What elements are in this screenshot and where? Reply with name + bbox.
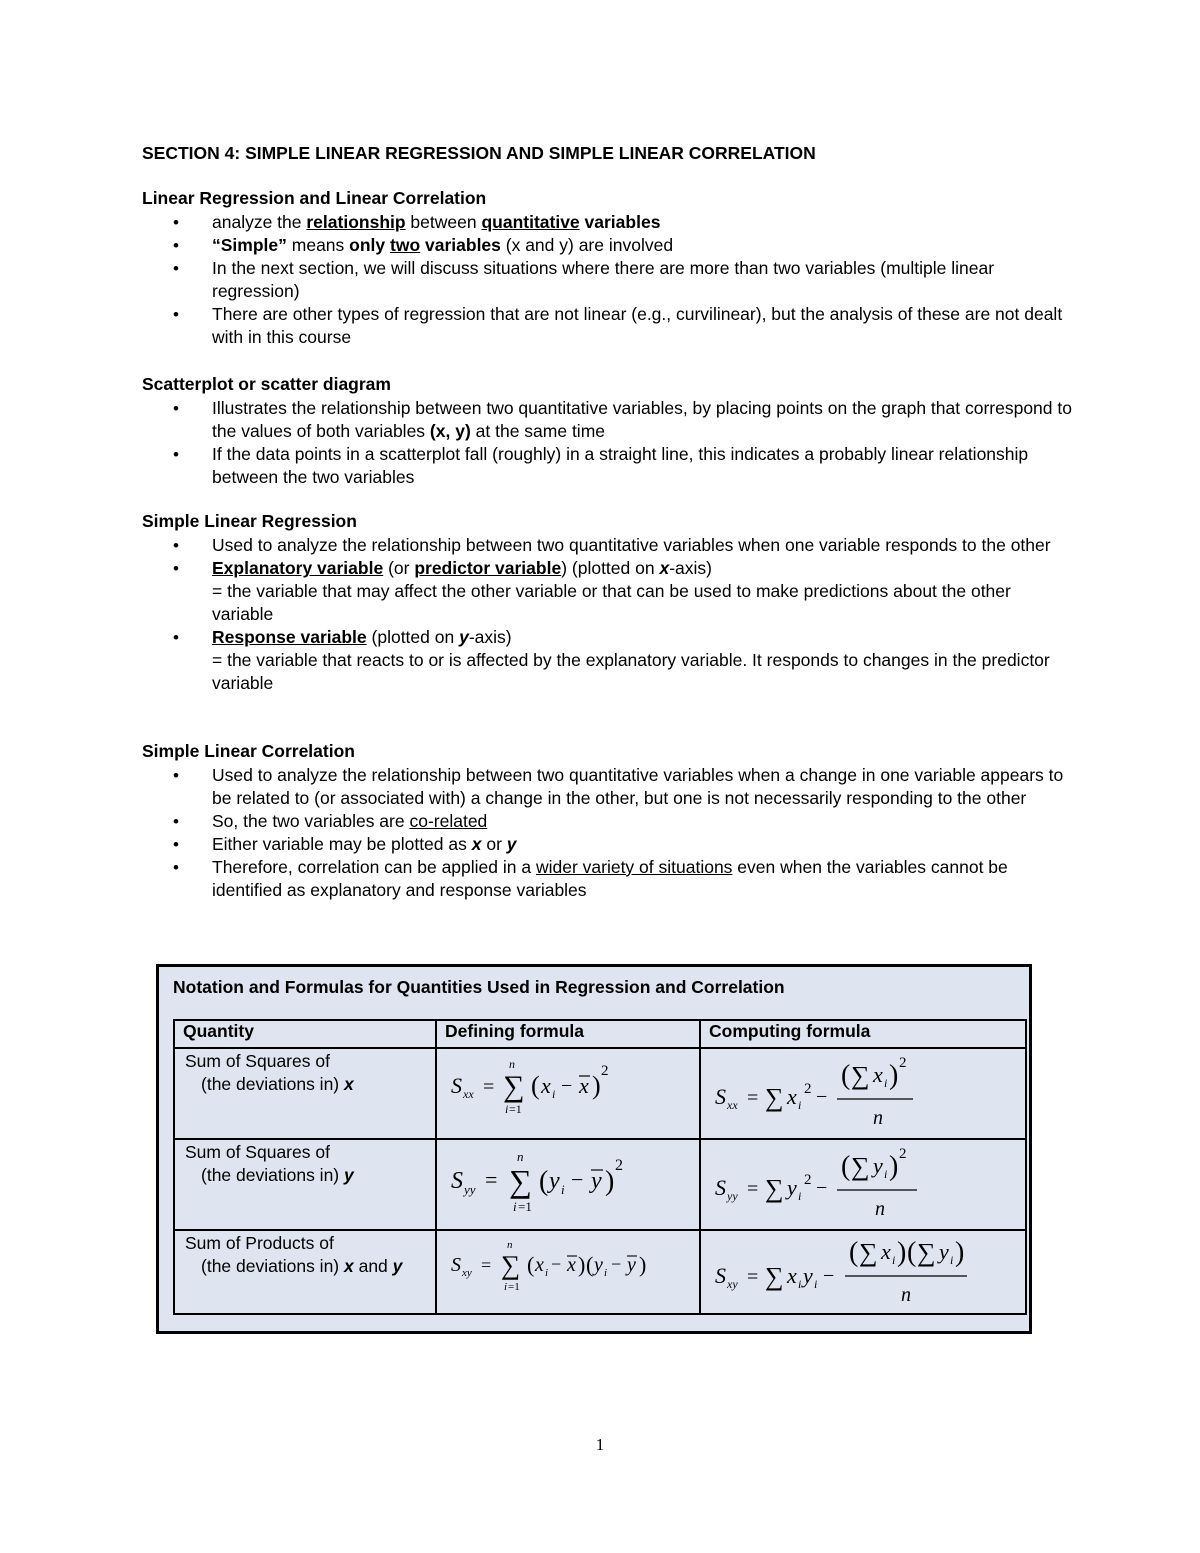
svg-text:S: S bbox=[451, 1254, 461, 1276]
list-item: • If the data points in a scatterplot fall (roughly) in a straight line, this indicates a probably linear relationship between the two variables bbox=[142, 443, 1072, 489]
svg-text:∑: ∑ bbox=[765, 1262, 784, 1291]
svg-text:): ) bbox=[889, 1151, 899, 1182]
svg-text:i: i bbox=[561, 1182, 565, 1197]
svg-text:n: n bbox=[507, 1239, 513, 1251]
svg-text:i: i bbox=[884, 1076, 888, 1090]
svg-text:): ) bbox=[639, 1252, 647, 1277]
svg-text:i: i bbox=[513, 1199, 517, 1214]
quantity-cell: Sum of Squares of (the deviations in) x bbox=[174, 1048, 436, 1139]
svg-text:): ) bbox=[605, 1166, 615, 1197]
list-item: • Illustrates the relationship between two quantitative variables, by placing points on the graph that correspond to the values of both variables (x, y) at the same time bbox=[142, 397, 1072, 443]
svg-text:y: y bbox=[591, 1168, 602, 1194]
svg-text:∑: ∑ bbox=[851, 1152, 870, 1181]
formula-sxy-computing bbox=[701, 1231, 1025, 1313]
svg-text:xy: xy bbox=[462, 1267, 472, 1279]
svg-text:x: x bbox=[541, 1073, 551, 1098]
formula-box bbox=[156, 964, 1032, 1334]
column-header-computing-formula: Computing formula bbox=[700, 1020, 1026, 1048]
svg-text:(: ( bbox=[527, 1252, 535, 1277]
svg-text:(: ( bbox=[841, 1151, 851, 1182]
svg-text:S: S bbox=[451, 1168, 463, 1194]
svg-text:S: S bbox=[715, 1175, 726, 1200]
formula-syy-defining bbox=[437, 1140, 699, 1229]
svg-text:x: x bbox=[881, 1239, 891, 1264]
svg-text:=: = bbox=[747, 1266, 759, 1288]
svg-text:x: x bbox=[787, 1084, 797, 1109]
svg-text:): ) bbox=[592, 1071, 601, 1100]
svg-text:i: i bbox=[798, 1189, 802, 1203]
svg-text:y: y bbox=[549, 1168, 560, 1194]
formula-table bbox=[173, 1019, 1027, 1315]
svg-text:∑: ∑ bbox=[765, 1083, 784, 1112]
defining-formula-sxy bbox=[436, 1230, 700, 1314]
svg-text:i: i bbox=[814, 1277, 818, 1291]
quantity-cell: Sum of Squares of (the deviations in) y bbox=[174, 1139, 436, 1230]
svg-text:∑: ∑ bbox=[765, 1174, 784, 1203]
formula-syy-computing bbox=[701, 1140, 1025, 1229]
list-item: • “Simple” means only two variables (x and y) are involved bbox=[142, 234, 1072, 257]
svg-text:=: = bbox=[483, 1076, 495, 1098]
svg-text:yy: yy bbox=[464, 1182, 476, 1197]
svg-text:y: y bbox=[787, 1175, 797, 1200]
svg-text:(: ( bbox=[849, 1237, 859, 1268]
svg-text:(: ( bbox=[841, 1060, 851, 1091]
column-header-quantity: Quantity bbox=[174, 1020, 436, 1048]
svg-text:y: y bbox=[803, 1263, 813, 1288]
column-header-defining-formula: Defining formula bbox=[436, 1020, 700, 1048]
svg-text:x: x bbox=[873, 1062, 883, 1087]
list-item: • There are other types of regression that are not linear (e.g., curvilinear), but the analysis of these are not dealt with in this course bbox=[142, 303, 1072, 349]
svg-text:xx: xx bbox=[463, 1087, 474, 1101]
svg-text:S: S bbox=[715, 1263, 726, 1288]
svg-text:=1: =1 bbox=[518, 1199, 532, 1214]
svg-text:x: x bbox=[567, 1254, 576, 1276]
svg-text:i: i bbox=[884, 1167, 888, 1181]
formula-sxy-defining bbox=[437, 1231, 699, 1313]
svg-text:i: i bbox=[505, 1102, 509, 1116]
svg-text:(: ( bbox=[586, 1252, 594, 1277]
svg-text:i: i bbox=[798, 1098, 802, 1112]
computing-formula-syy bbox=[700, 1139, 1026, 1230]
svg-text:=: = bbox=[747, 1178, 759, 1200]
svg-text:y: y bbox=[939, 1239, 949, 1264]
svg-text:∑: ∑ bbox=[851, 1061, 870, 1090]
heading-linear-regression-correlation: Linear Regression and Linear Correlation bbox=[142, 188, 487, 208]
heading-simple-linear-regression: Simple Linear Regression bbox=[142, 511, 357, 531]
table-row bbox=[174, 1139, 1026, 1230]
svg-text:−: − bbox=[816, 1086, 828, 1108]
svg-text:i: i bbox=[604, 1267, 608, 1279]
formula-sxx-defining bbox=[437, 1049, 699, 1138]
svg-text:=: = bbox=[747, 1087, 759, 1109]
svg-text:n: n bbox=[901, 1284, 911, 1306]
svg-text:xy: xy bbox=[727, 1277, 738, 1291]
svg-text:−: − bbox=[816, 1177, 828, 1199]
svg-text:n: n bbox=[875, 1198, 885, 1220]
svg-text:i: i bbox=[892, 1253, 896, 1267]
svg-text:∑: ∑ bbox=[501, 1250, 521, 1280]
svg-text:y: y bbox=[873, 1153, 883, 1178]
list-item: • Response variable (plotted on y-axis) = the variable that reacts to or is affected by the explanatory variable. It responds to changes in the predictor variable bbox=[142, 626, 1072, 695]
svg-text:−: − bbox=[611, 1254, 622, 1274]
svg-text:=: = bbox=[485, 1167, 498, 1192]
list-item: • Either variable may be plotted as x or y bbox=[142, 833, 1072, 856]
formula-box-title: Notation and Formulas for Quantities Used in Regression and Correlation bbox=[173, 977, 785, 997]
list-item: • Used to analyze the relationship between two quantitative variables when one variable responds to the other bbox=[142, 534, 1072, 557]
svg-text:): ) bbox=[955, 1237, 965, 1268]
list-linear-regression-correlation bbox=[142, 211, 1072, 349]
page-number: 1 bbox=[595, 1435, 605, 1454]
svg-text:−: − bbox=[823, 1265, 835, 1287]
table-row bbox=[174, 1048, 1026, 1139]
svg-text:∑: ∑ bbox=[503, 1070, 525, 1103]
list-item: • Used to analyze the relationship between two quantitative variables when a change in one variable appears to be related to (or associated with) a change in the other, but one is not necessarily responding to the other bbox=[142, 764, 1072, 810]
svg-text:i: i bbox=[950, 1253, 954, 1267]
svg-text:n: n bbox=[509, 1057, 515, 1071]
list-simple-linear-regression bbox=[142, 534, 1072, 695]
svg-text:−: − bbox=[571, 1167, 584, 1192]
svg-text:2: 2 bbox=[804, 1172, 812, 1188]
list-simple-linear-correlation bbox=[142, 764, 1072, 902]
svg-text:S: S bbox=[715, 1084, 726, 1109]
computing-formula-sxy bbox=[700, 1230, 1026, 1314]
svg-text:=1: =1 bbox=[509, 1102, 522, 1116]
svg-text:∑: ∑ bbox=[859, 1238, 878, 1267]
svg-text:x: x bbox=[787, 1263, 797, 1288]
list-item: • In the next section, we will discuss situations where there are more than two variables (multiple linear regression) bbox=[142, 257, 1072, 303]
svg-text:i: i bbox=[545, 1267, 549, 1279]
list-scatterplot bbox=[142, 397, 1072, 489]
svg-text:y: y bbox=[627, 1254, 636, 1276]
list-item: • analyze the relationship between quantitative variables bbox=[142, 211, 1072, 234]
svg-text:xx: xx bbox=[727, 1098, 738, 1112]
svg-text:): ) bbox=[889, 1060, 899, 1091]
svg-text:i: i bbox=[552, 1087, 556, 1101]
svg-text:i: i bbox=[798, 1277, 802, 1291]
heading-scatterplot: Scatterplot or scatter diagram bbox=[142, 374, 391, 394]
svg-text:(: ( bbox=[539, 1166, 549, 1197]
list-item: • Explanatory variable (or predictor variable) (plotted on x-axis) = the variable that may affect the other variable or that can be used to make predictions about the other variable bbox=[142, 557, 1072, 626]
svg-text:yy: yy bbox=[727, 1189, 738, 1203]
svg-text:−: − bbox=[561, 1075, 573, 1097]
svg-text:2: 2 bbox=[601, 1063, 609, 1079]
svg-text:): ) bbox=[578, 1252, 586, 1277]
svg-text:−: − bbox=[551, 1254, 562, 1274]
svg-text:x: x bbox=[579, 1073, 589, 1098]
svg-text:x: x bbox=[535, 1254, 544, 1276]
svg-text:y: y bbox=[594, 1254, 603, 1276]
defining-formula-syy bbox=[436, 1139, 700, 1230]
svg-text:∑: ∑ bbox=[509, 1163, 532, 1199]
svg-text:2: 2 bbox=[899, 1055, 907, 1071]
defining-formula-sxx bbox=[436, 1048, 700, 1139]
quantity-cell: Sum of Products of (the deviations in) x and y bbox=[174, 1230, 436, 1314]
section-title: SECTION 4: SIMPLE LINEAR REGRESSION AND SIMPLE LINEAR CORRELATION bbox=[142, 143, 816, 163]
svg-text:=1: =1 bbox=[508, 1281, 520, 1293]
svg-text:n: n bbox=[873, 1107, 883, 1129]
svg-text:(: ( bbox=[531, 1071, 540, 1100]
svg-text:2: 2 bbox=[899, 1146, 907, 1162]
svg-text:=: = bbox=[481, 1255, 492, 1275]
table-header-row bbox=[174, 1020, 1026, 1048]
svg-text:n: n bbox=[517, 1149, 524, 1164]
svg-text:2: 2 bbox=[615, 1157, 623, 1174]
svg-text:(: ( bbox=[907, 1237, 917, 1268]
svg-text:i: i bbox=[504, 1281, 508, 1293]
heading-simple-linear-correlation: Simple Linear Correlation bbox=[142, 741, 355, 761]
computing-formula-sxx bbox=[700, 1048, 1026, 1139]
list-item: • So, the two variables are co-related bbox=[142, 810, 1072, 833]
table-row bbox=[174, 1230, 1026, 1314]
svg-text:2: 2 bbox=[804, 1081, 812, 1097]
svg-text:): ) bbox=[897, 1237, 907, 1268]
svg-text:∑: ∑ bbox=[917, 1238, 936, 1267]
formula-sxx-computing bbox=[701, 1049, 1025, 1138]
svg-text:S: S bbox=[451, 1073, 462, 1098]
list-item: • Therefore, correlation can be applied in a wider variety of situations even when the variables cannot be identified as explanatory and response variables bbox=[142, 856, 1072, 902]
